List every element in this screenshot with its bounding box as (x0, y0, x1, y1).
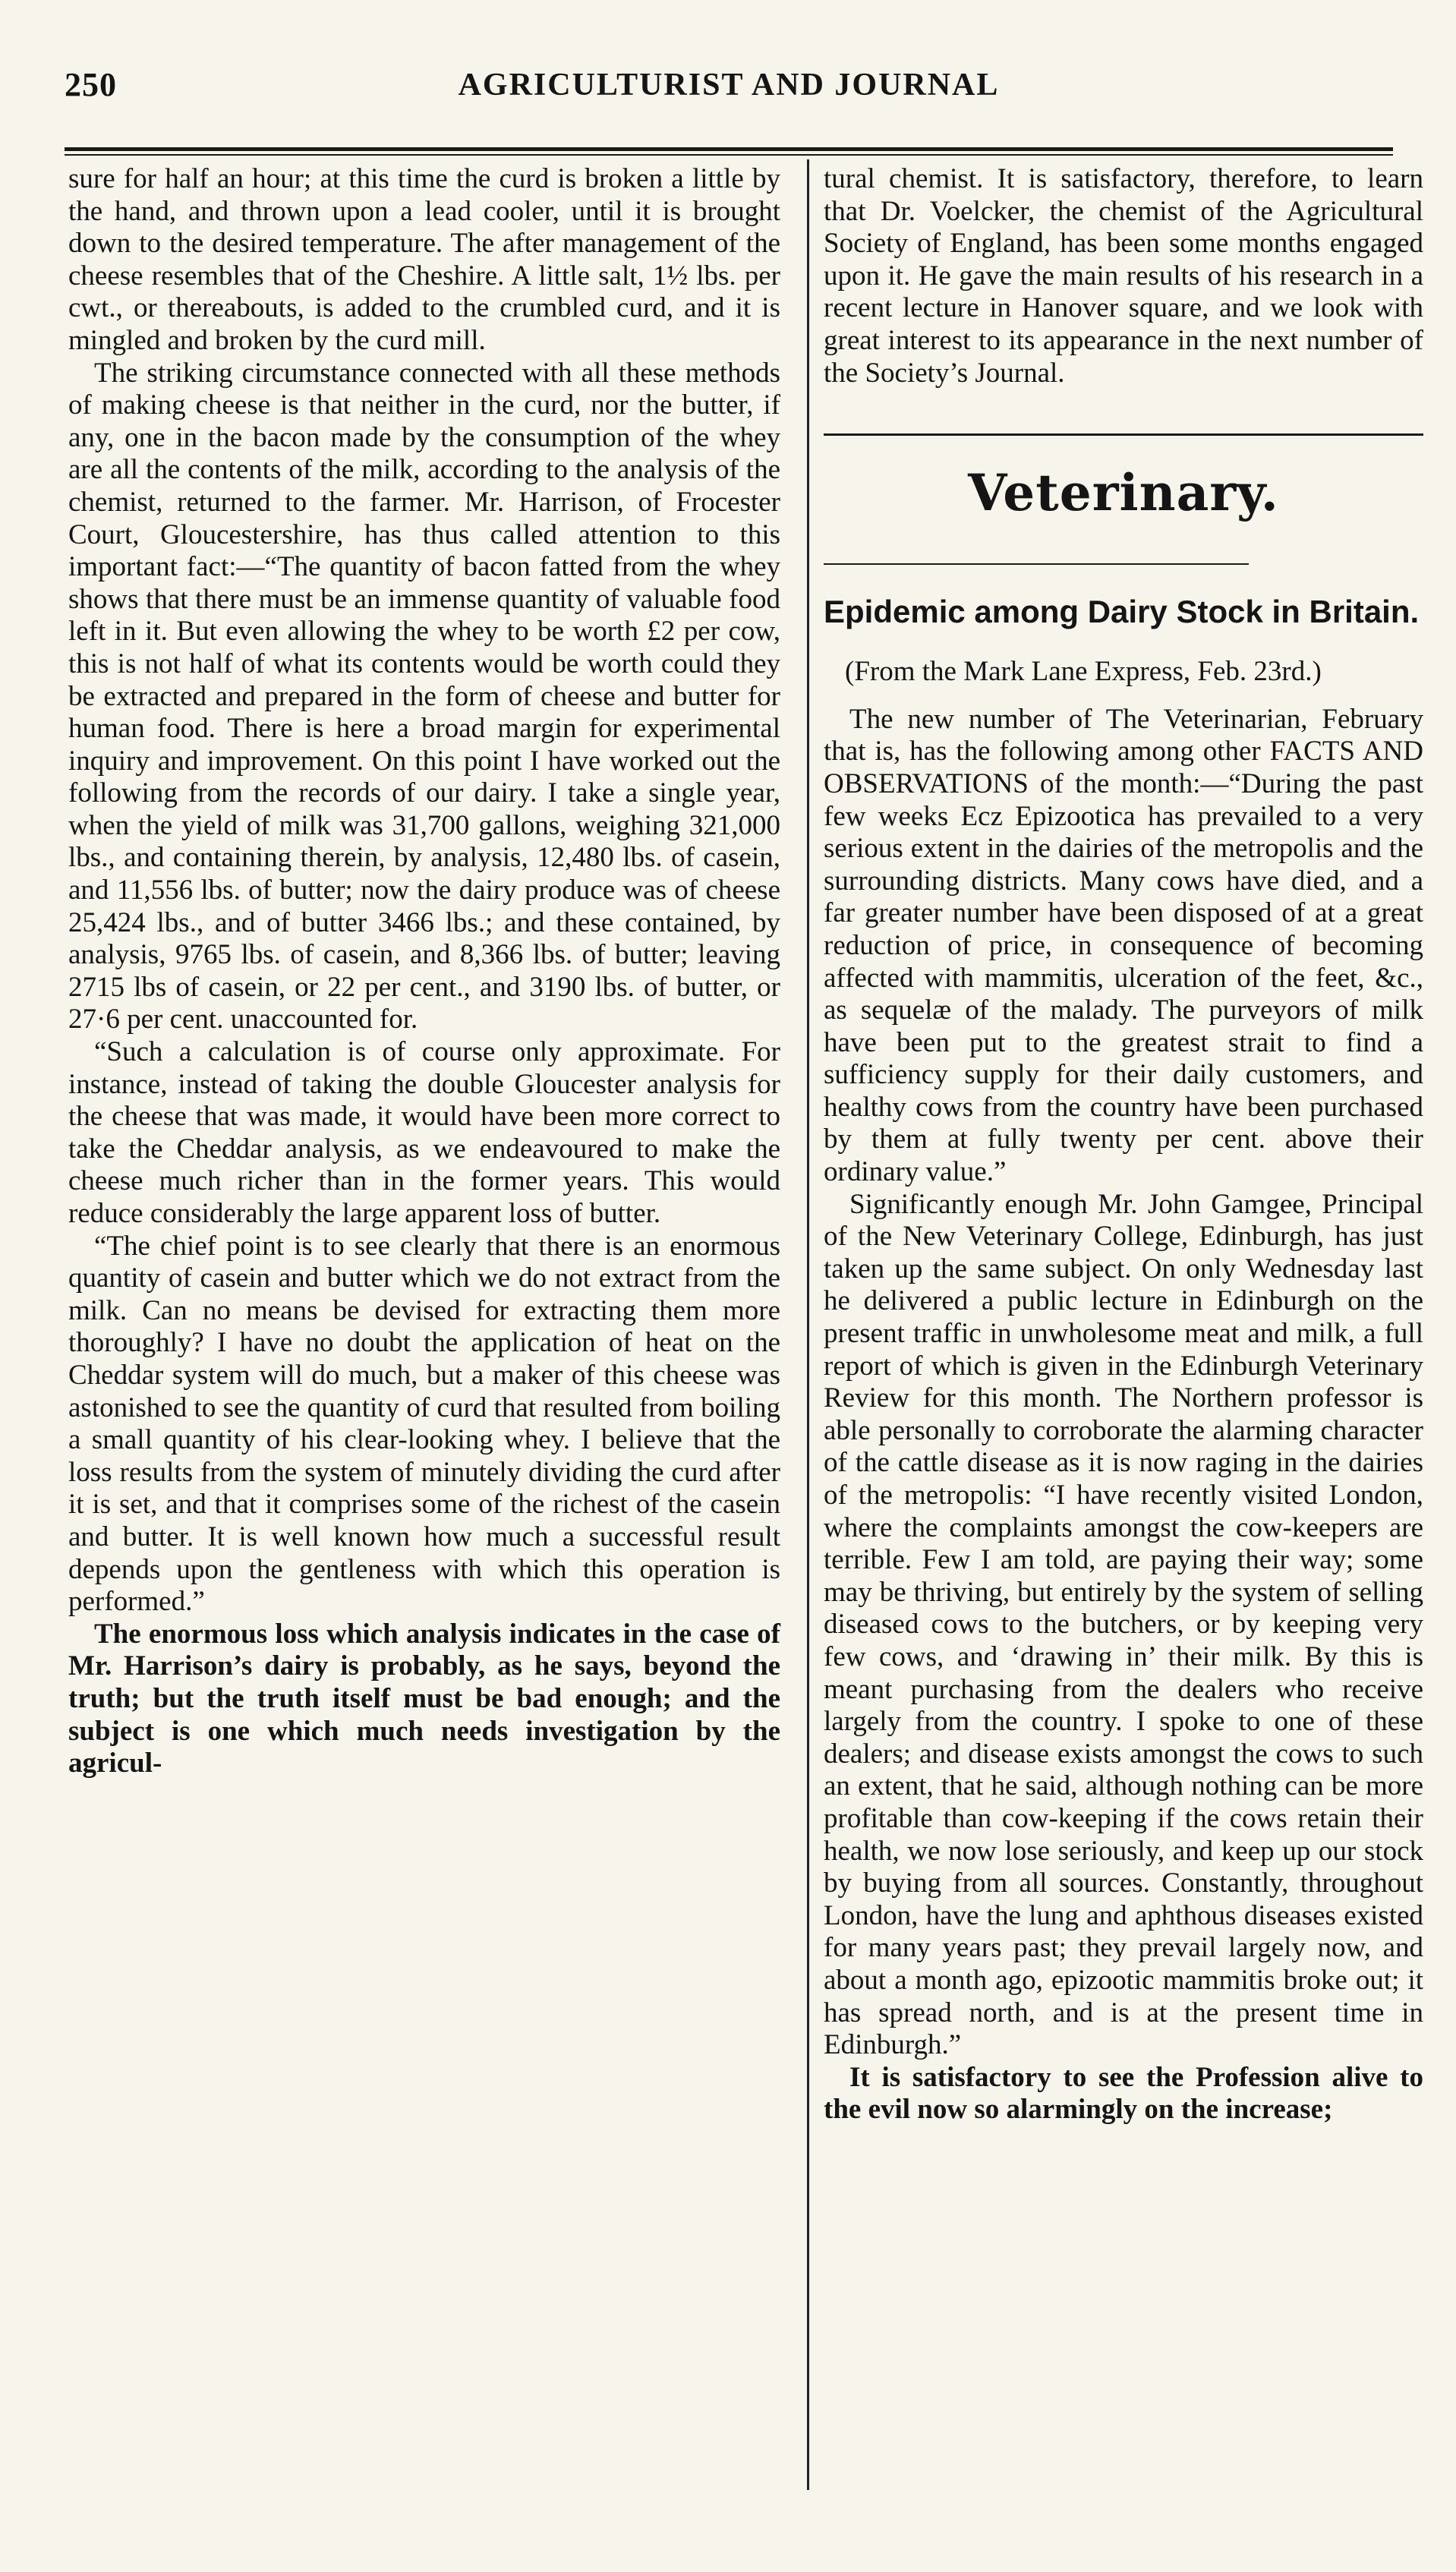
running-title: AGRICULTURIST AND JOURNAL (458, 68, 1000, 102)
column-divider (807, 159, 809, 2490)
paragraph-calculation: “Such a calculation is of course only approximate. For instance, instead of taking the double Gloucester analysis for the cheese that was made, it would have been more correct to take the Cheddar analysis, as we endeavoured to make the cheese much richer than in the former years. This would reduce considerably the large apparent loss of butter. (68, 1036, 780, 1229)
heading-underline (824, 563, 1249, 565)
paragraph-profession: It is satisfactory to see the Profession alive to the evil now so alarmingly on the increase; (824, 2061, 1423, 2126)
paragraph-striking-circumstance: The striking circumstance connected with all these methods of making cheese is that neither in the curd, nor the butter, if any, one in the bacon made by the consumption of the whey are all the contents of the milk, according to the analysis of the chemist, returned to the farmer. Mr. Harrison, of Frocester Court, Gloucestershire, has thus called attention to this important fact:—“The quantity of bacon fatted from the whey shows that there must be an immense quantity of valuable food left in it. But even allowing the whey to be worth £2 per cow, this is not half of what its contents would be worth could they be extracted and prepared in the form of cheese and butter for human food. There is here a broad margin for experimental inquiry and improvement. On this point I have worked out the following from the records of our dairy. I take a single year, when the yield of milk was 31,700 gallons, weighing 321,000 lbs., and containing therein, by analysis, 12,480 lbs. of casein, and 11,556 lbs. of butter; now the dairy produce was of cheese 25,424 lbs., and of butter 3466 lbs.; and these contained, by analysis, 9765 lbs. of casein, and 8,366 lbs. of butter; leaving 2715 lbs of casein, or 22 per cent., and 3190 lbs. of butter, or 27·6 per cent. unaccounted for. (68, 357, 780, 1035)
left-column (68, 163, 780, 1780)
paragraph-gamgee: Significantly enough Mr. John Gamgee, Principal of the New Veterinary College, Edinburgh, has just taken up the same subject. On only Wednesday last he delivered a public lecture in Edinburgh on the present traffic in unwholesome meat and milk, a full report of which is given in the Edinburgh Veterinary Review for this month. The Northern professor is able personally to corroborate the alarming character of the cattle disease as it is now raging in the dairies of the metropolis: “I have recently visited London, where the complaints amongst the cow-keepers are terrible. Few I am told, are paying their way; some may be thriving, but entirely by the system of selling diseased cows to the butchers, or by keeping very few cows, and ‘drawing in’ their milk. By this is meant purchasing from the dealers who receive largely from the country. I spoke to one of these dealers; and disease exists amongst the cows to such an extent, that he said, although nothing can be more profitable than cow-keeping if the cows retain their health, we now lose seriously, and keep up our stock by buying from all sources. Constantly, throughout London, have the lung and aphthous diseases existed for many years past; they prevail largely now, and about a month ago, epizootic mammitis broke out; it has spread north, and is at the present time in Edinburgh.” (824, 1188, 1423, 2061)
page-number: 250 (65, 66, 117, 103)
paragraph-cheese-process: sure for half an hour; at this time the curd is broken a little by the hand, and thrown upon a lead cooler, until it is brought down to the desired temperature. The after management of the cheese resembles that of the Cheshire. A little salt, 1½ lbs. per cwt., or thereabouts, is added to the crumbled curd, and it is mingled and broken by the curd mill. (68, 163, 780, 356)
paragraph-chief-point: “The chief point is to see clearly that there is an enormous quantity of casein and butter which we do not extract from the milk. Can no means be devised for extracting them more thoroughly? I have no doubt the application of heat on the Cheddar system will do much, but a maker of this cheese was astonished to see the quantity of curd that resulted from boiling a small quantity of his clear-looking whey. I believe that the loss results from the system of minutely dividing the curd after it is set, and that it comprises some of the richest of the casein and butter. It is well known how much a successful result depends upon the gentleness with which this operation is performed.” (68, 1230, 780, 1618)
header-rule-thin (65, 154, 1393, 156)
paragraph-chemist-continuation: tural chemist. It is satisfactory, therefore, to learn that Dr. Voelcker, the chemist of the Agricultural Society of England, has been some months engaged upon it. He gave the main results of his research in a recent lecture in Hanover square, and we look with great interest to its appearance in the next number of the Society’s Journal. (824, 163, 1423, 389)
header-rule (65, 147, 1393, 151)
article-title: Epidemic among Dairy Stock in Britain. (824, 594, 1420, 630)
paragraph-enormous-loss: The enormous loss which analysis indicates in the case of Mr. Harrison’s dairy is probably, as he says, beyond the truth; but the truth itself must be bad enough; and the subject is one which much needs investigation by the agricul- (68, 1618, 780, 1779)
article-source: (From the Mark Lane Express, Feb. 23rd.) (845, 656, 1322, 688)
right-column (824, 163, 1423, 2126)
paragraph-veterinarian: The new number of The Veterinarian, February that is, has the following among other FACTS AND OBSERVATIONS of the month:—“During the past few weeks Ecz Epizootica has prevailed to a very serious extent in the dairies of the metropolis and the surrounding districts. Many cows have died, and a far greater number have been disposed of at a great reduction of price, in consequence of becoming affected with mammitis, ulceration of the feet, &c., as sequelæ of the malady. The purveyors of milk have been put to the greatest strait to find a sufficiency supply for their daily customers, and healthy cows from the country have been purchased by them at fully twenty per cent. above their ordinary value.” (824, 703, 1423, 1188)
section-heading: Veterinary. (968, 463, 1279, 523)
section-rule (824, 433, 1423, 436)
page-header (65, 62, 1393, 115)
